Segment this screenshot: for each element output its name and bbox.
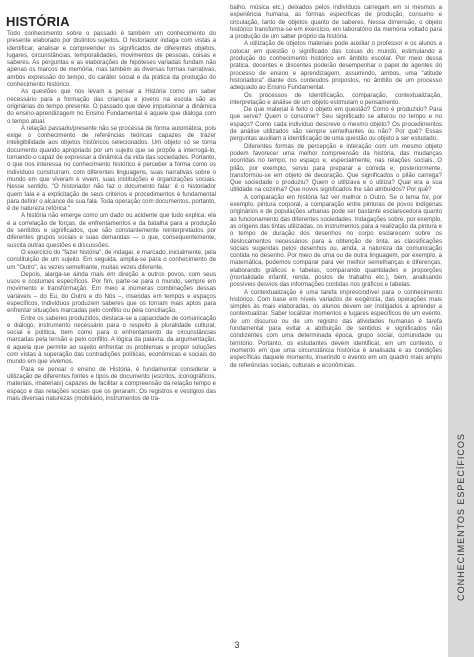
paragraph: Todo conhecimento sobre o passado é também um conhecimento do presente elaborado por distintos sujeitos. O historiador indaga com vistas a identificar, analisar e compreender os significados de diferentes objetos, lugares, circunstâncias, temporalidades, movimentos de pessoas, coisas e saberes. As perguntas e as elaborações de hipóteses variadas fundam não apenas os marcos de memória, mas também as diversas formas narrativas, ambos expressão do tempo, do caráter social e da prática da produção do conhecimento histórico. (7, 30, 216, 89)
side-label-container (450, 392, 472, 642)
paragraph: A contextualização é uma tarefa imprescindível para o conhecimento histórico. Com base em níveis variados de exigência, das operações mais simples às mais elaboradas, os alunos devem ser instigados a aprender a contextualizar. Saber localizar momentos e lugares específicos de um evento, de um discurso ou de um registro das atividades humanas é tarefa fundamental para evitar a atribuição de sentidos e significados não condizentes com uma determinada época, grupo social, comunidade ou território. Portanto, os estudantes devem identificar, em um contexto, o momento em que uma circunstância histórica é analisada e as condições específicas daquele momento, inserindo o evento em um quadro mais amplo de referências sociais, culturais e econômicas. (230, 288, 442, 369)
paragraph: balho, música etc.) deixados pelos indivíduos carregam em si mesmos a experiência humana, as formas específicas de produção, consumo e circulação, tanto de objetos quanto de saberes. Nessa dimensão, o objeto histórico transforma-se em exercício, em laboratório da memória voltado para a produção de um saber próprio da história. (230, 4, 442, 41)
paragraph: A comparação em história faz ver melhor o Outro. Se o tema for, por exemplo, pintura corporal, a comparação entre pinturas de povos indígenas originários e de populações urbanas pode ser bastante esclarecedora quanto ao funcionamento das diferentes sociedades. Indagações sobre, por exemplo, as origens das tintas utilizadas, os instrumentos para a realização da pintura e o tempo de duração dos desenhos no corpo esclarecem sobre os deslocamentos necessários para a obtenção de tinta, as classificações sociais sugeridas pelos desenhos ou, ainda, a natureza da comunicação contida no desenho. Por meio de uma ou de outra linguagem, por exemplo, a matemática, podemos comparar para ver melhor semelhanças e diferenças, elaborando gráficos e tabelas, comparando quantidades e proporções (mortalidade infantil, renda, postos de trabalho etc.), bem, analisando possíveis desvios das informações contidas nos gráficos e tabelas. (230, 193, 442, 289)
paragraph: Para se pensar o ensino de História, é fundamental considerar a utilização de diferentes fontes e tipos de documento (escritos, iconográficos, materiais, imateriais) capazes de facilitar a compreensão da relação tempo e espaço e das relações sociais que os geraram. Os registros e vestígios das mais diversas naturezas (mobiliário, instrumentos de tra- (7, 365, 216, 402)
section-title: HISTÓRIA (6, 14, 70, 29)
paragraph: Diferentes formas de percepção e interação com um mesmo objeto podem favorecer uma melhor compreensão da história, das mudanças ocorridas no tempo, no espaço e, especialmente, nas relações sociais. O pilão, por exemplo, serviu para preparar a comida e, posteriormente, transformou-se em objeto de decoração. Que significados o pilão carrega? Que sociedade o produziu? Quem o utilizava e o utiliza? Qual era a sua utilidade na cozinha? Que novos significados lhe são atribuídos? Por quê? (230, 142, 442, 194)
paragraph: As questões que nos levam a pensar a História como um saber necessário para a formação das crianças e jovens na escola são as originárias do tempo presente. O passado que deve impulsionar a dinâmica do ensino-aprendizagem no Ensino Fundamental é aquele que dialoga com o tempo atual. (7, 88, 216, 125)
paragraph: De que material é feito o objeto em questão? Como é produzido? Para que serve? Quem o consome? Seu significado se alterou no tempo e no espaço? Como cada indivíduo descreve o mesmo objeto? Os procedimentos de análise utilizados são sempre semelhantes ou não? Por quê? Essas perguntas auxiliam a identificação de uma questão ou objeto a ser estudado. (230, 106, 442, 143)
paragraph: Entre os saberes produzidos, destaca-se a capacidade de comunicação e diálogo, instrumento necessário para o respeito à pluralidade cultural, social e política, bem como para o enfrentamento de circunstâncias marcadas pela tensão e pelo conflito. A lógica da palavra, da argumentação, é aquela que permite ao sujeito enfrentar os problemas e propor soluções com vistas à superação das contradições políticas, econômicas e sociais do mundo em que vivemos. (7, 314, 216, 366)
paragraph: Os processos de identificação, comparação, contextualização, interpretação e análise de um objeto estimulam o pensamento. (230, 91, 442, 106)
paragraph: A história não emerge como um dado ou acidente que tudo explica: ela é a correlação de forças, de enfrentamentos e da batalha para a produção de sentidos e significados, que são constantemente reinterpretados por diferentes grupos sociais e suas demandas — o que, consequentemente, suscita outras questões e discussões. (7, 212, 216, 249)
paragraph: A utilização de objetos materiais pode auxiliar o professor e os alunos a colocar em questão o significado das coisas do mundo, estimulando a produção do conhecimento histórico em âmbito escolar. Por meio dessa prática, docentes e discentes poderão desempenhar o papel de agentes do processo de ensino e aprendizagem, assumindo, ambos, uma "atitude historiadora" diante dos conteúdos propostos, no âmbito de um processo adequado ao Ensino Fundamental. (230, 40, 442, 92)
paragraph: O exercício do "fazer história", de indagar, é marcado, inicialmente, pela constituição de um sujeito. Em seguida, amplia-se para o conhecimento de um "Outro", às vezes semelhante, muitas vezes diferente. (7, 248, 216, 271)
paragraph: Depois, alarga-se ainda mais em direção a outros povos, com seus usos e costumes específicos. Por fim, parte-se para o mundo, sempre em movimento e transformação. Em meio a inúmeras combinações dessas variáveis – do Eu, do Outro e do Nós –, inseridas em tempos e espaços específicos, indivíduos produzem saberes que os tornam mais aptos para enfrentar situações marcadas pelo conflito ou pela conciliação. (7, 270, 216, 315)
side-label: CONHECIMENTOS ESPECÍFICOS (456, 433, 467, 601)
right-column (230, 4, 442, 369)
page-number: 3 (234, 640, 240, 650)
paragraph: A relação passado/presente não se processa de forma automática, pois exige o conhecimento de referências teóricas capazes de trazer inteligibilidade aos objetos históricos selecionados. Um objeto só se torna documento quando apropriado por um sujeito que se propõe a interrogá-lo, tornando-o capaz de expressar a dinâmica da vida das sociedades. Portanto, o que nos interessa no conhecimento histórico é perceber a forma como os indivíduos construíram, com diferentes linguagens, suas narrativas sobre o mundo em que viveram e vivem, suas instituições e organizações sociais. Nesse sentido, "O historiador não faz o documento falar: é o historiador quem fala e a explicitação de seus critérios e procedimentos é fundamental para definir o alcance de sua fala. Toda operação com documentos, portanto, é de natureza retórica." (7, 124, 217, 213)
left-column (7, 30, 216, 402)
